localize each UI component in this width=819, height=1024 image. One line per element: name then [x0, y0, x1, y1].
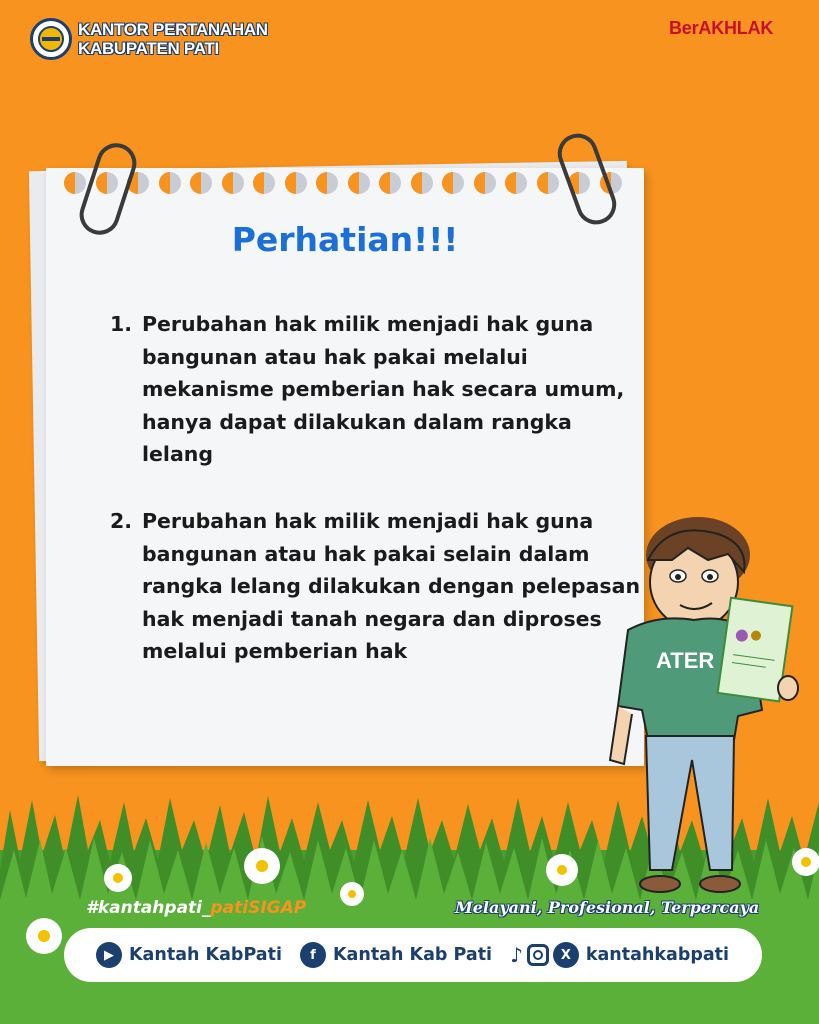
hashtag [86, 898, 306, 918]
x-icon: X [553, 942, 579, 968]
shirt-text: ATER [656, 648, 715, 673]
binder-holes [64, 172, 622, 194]
youtube-link[interactable] [96, 942, 282, 968]
hashtag-part1: #kantahpati_ [86, 898, 211, 918]
item-line: mekanisme pemberian hak secara umum, [142, 377, 625, 401]
facebook-label: Kantah Kab Pati [332, 945, 493, 965]
item-number: 2. [110, 509, 133, 533]
berakhlak-wordmark: BerAKHLAK [669, 18, 774, 38]
instagram-icon [527, 944, 549, 966]
social-bar [64, 928, 762, 982]
agency-logo [30, 18, 268, 60]
tiktok-icon: ♪ [510, 943, 523, 967]
item-line: bangunan atau hak pakai selain dalam [142, 541, 590, 566]
notice-item [110, 505, 650, 668]
item-line: Perubahan hak milik menjadi hak guna [142, 509, 594, 533]
youtube-label: Kantah KabPati [129, 945, 282, 965]
item-line: rangka lelang dilakukan dengan pelepasan [142, 574, 641, 598]
youtube-icon: ▶ [96, 942, 122, 968]
item-line: hak menjadi tanah negara dan diproses [142, 606, 602, 631]
notice-title: Perhatian!!! [231, 220, 459, 259]
item-line: melalui pemberian hak [142, 639, 408, 663]
motto: Melayani, Profesional, Terpercaya [455, 898, 760, 917]
item-line: lelang [142, 442, 214, 466]
notice-item [110, 308, 650, 471]
handle-label: kantahkabpati [585, 945, 730, 965]
facebook-icon: f [300, 942, 326, 968]
hashtag-part2: patiSIGAP [210, 898, 307, 918]
item-number: 1. [110, 312, 133, 336]
agency-name-line1: KANTOR PERTANAHAN [78, 20, 268, 39]
agency-name [78, 20, 268, 58]
agency-name-line2: KABUPATEN PATI [78, 39, 219, 58]
item-line: bangunan atau hak pakai melalui [142, 344, 528, 369]
facebook-link[interactable] [300, 942, 492, 968]
mascot-illustration [588, 510, 819, 910]
berakhlak-logo [669, 18, 784, 58]
multi-platform-link[interactable] [510, 942, 729, 968]
bpn-emblem-icon [30, 18, 72, 60]
item-line: hanya dapat dilakukan dalam rangka [142, 409, 572, 434]
item-line: Perubahan hak milik menjadi hak guna [142, 312, 594, 336]
